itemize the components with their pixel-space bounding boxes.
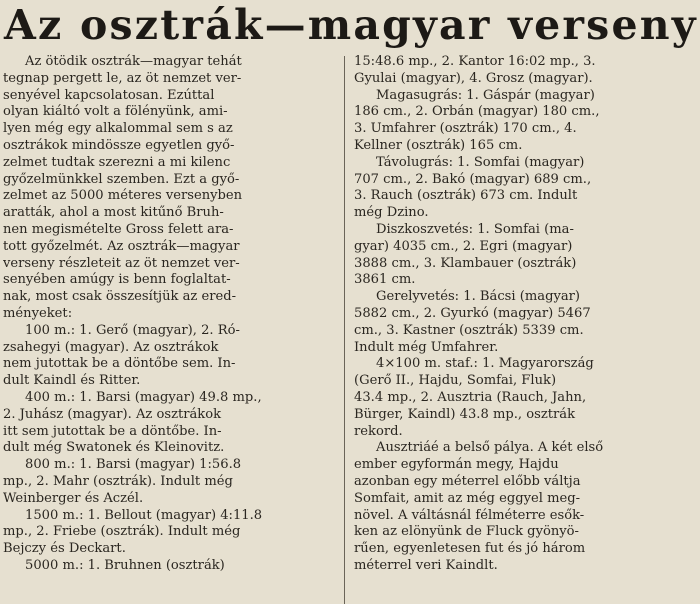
article-line: tott győzelmét. Az osztrák—magyar xyxy=(3,238,240,254)
article-line: mp., 2. Mahr (osztrák). Indult még xyxy=(3,473,233,489)
result-line-100m: 100 m.: 1. Gerő (magyar), 2. Ró- xyxy=(25,322,240,338)
column-divider xyxy=(344,56,345,604)
article-line: 3. Rauch (osztrák) 673 cm. Indult xyxy=(354,188,578,204)
article-line: Ausztriáé a belső pálya. A két első xyxy=(376,440,604,456)
article-line: mp., 2. Friebe (osztrák). Indult még xyxy=(3,524,241,540)
result-line-discus: Diszkoszvetés: 1. Somfai (ma- xyxy=(376,221,574,237)
result-line-5000m: 5000 m.: 1. Bruhnen (osztrák) xyxy=(25,557,225,573)
article-line: senyében amúgy is benn foglaltat- xyxy=(3,272,231,288)
article-line: (Gerő II., Hajdu, Somfai, Fluk) xyxy=(354,373,557,389)
result-line-long-jump: Távolugrás: 1. Somfai (magyar) xyxy=(376,154,585,170)
article-line: Somfait, amit az még eggyel meg- xyxy=(354,490,581,506)
result-line-relay: 4×100 m. staf.: 1. Magyarország xyxy=(376,356,594,372)
article-line: senyével kapcsolatosan. Ezúttal xyxy=(3,87,215,103)
article-line: olyan kiáltó volt a fölényünk, ami- xyxy=(3,104,228,120)
article-line: tegnap pergett le, az öt nemzet ver- xyxy=(3,70,242,86)
result-line-javelin: Gerelyvetés: 1. Bácsi (magyar) xyxy=(376,289,581,305)
article-line: Bürger, Kaindl) 43.8 mp., osztrák xyxy=(354,406,576,422)
article-line: méterrel veri Kaindlt. xyxy=(354,557,498,573)
result-line-high-jump: Magasugrás: 1. Gáspár (magyar) xyxy=(376,87,595,103)
result-line-800m: 800 m.: 1. Barsi (magyar) 1:56.8 xyxy=(25,457,242,473)
article-line: itt sem jutottak be a döntőbe. In- xyxy=(3,423,222,439)
article-line: rűen, egyenletesen fut és jó három xyxy=(354,541,586,557)
article-line: Kellner (osztrák) 165 cm. xyxy=(354,137,523,153)
article-line: ményeket: xyxy=(3,305,73,321)
article-line: Az ötödik osztrák—magyar tehát xyxy=(25,54,242,69)
article-line: nem jutottak be a döntőbe sem. In- xyxy=(3,356,236,372)
article-line: 15:48.6 mp., 2. Kantor 16:02 mp., 3. xyxy=(354,54,596,69)
article-line: lyen még egy alkalommal sem s az xyxy=(3,121,233,137)
article-line: Weinberger és Aczél. xyxy=(3,490,144,506)
result-line-1500m: 1500 m.: 1. Bellout (magyar) 4:11.8 xyxy=(25,507,263,523)
article-line: dult még Swatonek és Kleinovitz. xyxy=(3,440,225,456)
left-column xyxy=(3,54,339,575)
article-line: azonban egy méterrel előbb váltja xyxy=(354,473,581,489)
headline: Az osztrák—magyar verseny xyxy=(4,1,698,49)
article-line: növel. A váltásnál félméterre esők- xyxy=(354,507,585,523)
article-line: rekord. xyxy=(354,423,403,439)
article-line: 2. Juhász (magyar). Az osztrákok xyxy=(3,406,222,422)
article-line: Indult még Umfahrer. xyxy=(354,339,499,355)
article-line: verseny részleteit az öt nemzet ver- xyxy=(3,255,240,271)
right-column xyxy=(354,54,696,575)
article-line: 707 cm., 2. Bakó (magyar) 689 cm., xyxy=(354,171,592,187)
article-line: ken az elönyünk de Fluck gyönyö- xyxy=(354,524,579,540)
article-line: nen megismételte Gross felett ara- xyxy=(3,221,234,237)
article-line: zelmet az 5000 méteres versenyben xyxy=(3,188,243,204)
article-line: aratták, ahol a most kitűnő Bruh- xyxy=(3,205,224,221)
article-line: gyar) 4035 cm., 2. Egri (magyar) xyxy=(354,238,573,254)
article-line: 3888 cm., 3. Klambauer (osztrák) xyxy=(354,255,577,271)
article-line: nak, most csak összesítjük az ered- xyxy=(3,289,237,305)
article-line: 3861 cm. xyxy=(354,272,416,288)
article-line: még Dzino. xyxy=(354,205,429,221)
article-line: cm., 3. Kastner (osztrák) 5339 cm. xyxy=(354,322,584,338)
article-line: zelmet tudtak szerezni a mi kilenc xyxy=(3,154,231,170)
article-line: ember egyformán megy, Hajdu xyxy=(354,457,559,473)
article-line: 5882 cm., 2. Gyurkó (magyar) 5467 xyxy=(354,305,591,321)
article-line: 43.4 mp., 2. Ausztria (Rauch, Jahn, xyxy=(354,389,587,405)
article-line: dult Kaindl és Ritter. xyxy=(3,373,141,389)
article-line: zsahegyi (magyar). Az osztrákok xyxy=(3,339,219,355)
article-line: Bejczy és Deckart. xyxy=(3,541,126,557)
result-line-400m: 400 m.: 1. Barsi (magyar) 49.8 mp., xyxy=(25,389,262,405)
article-line: 186 cm., 2. Orbán (magyar) 180 cm., xyxy=(354,104,600,120)
article-line: Gyulai (magyar), 4. Grosz (magyar). xyxy=(354,70,593,86)
article-line: 3. Umfahrer (osztrák) 170 cm., 4. xyxy=(354,121,577,137)
article-line: osztrákok mindössze egyetlen győ- xyxy=(3,137,235,153)
article-line: győzelmünkkel szemben. Ezt a győ- xyxy=(3,171,240,187)
